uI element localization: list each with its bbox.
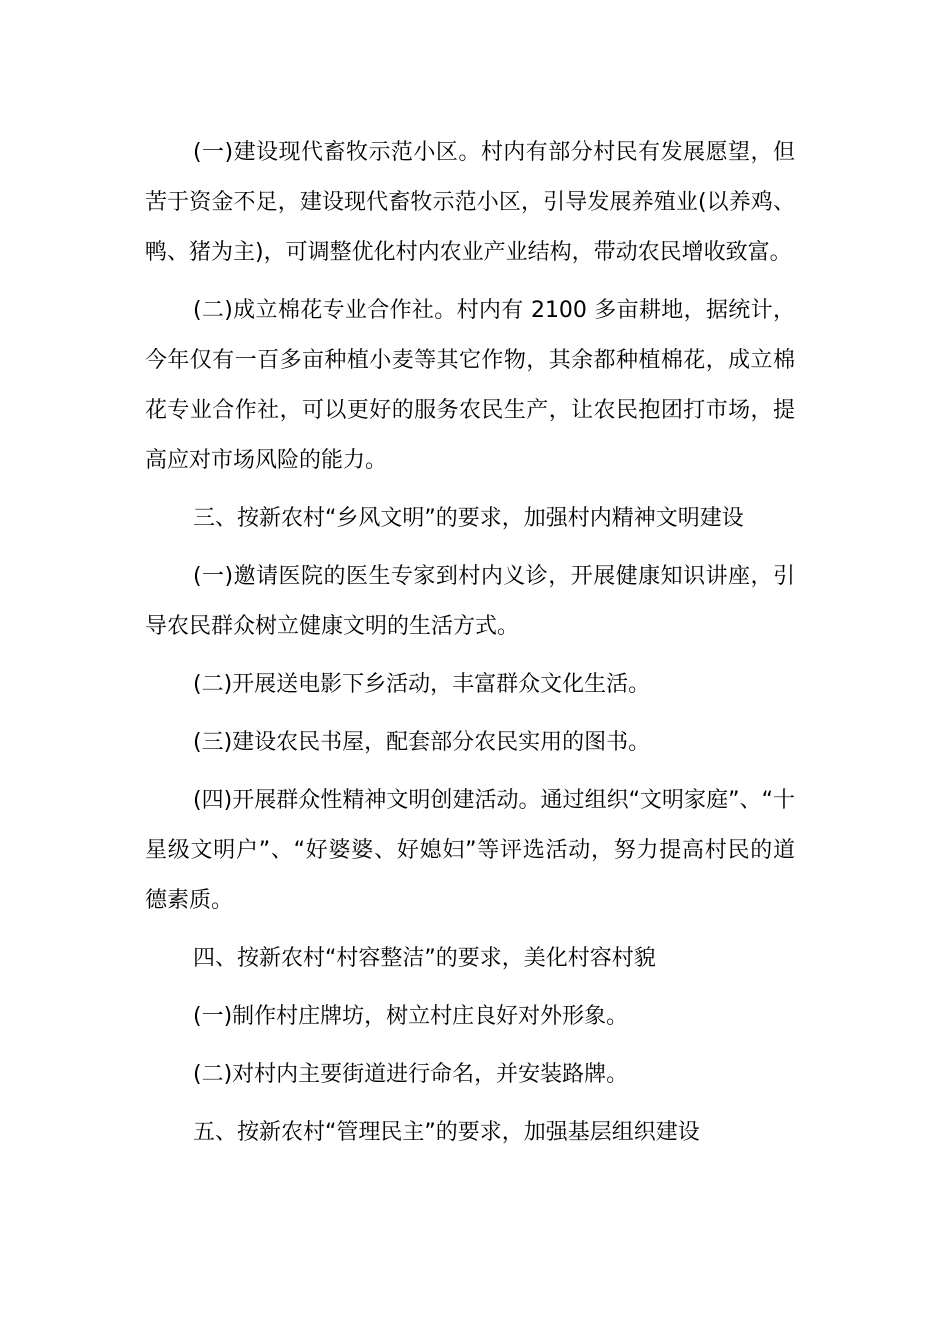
section-heading-civilization: 三、按新农村“乡风文明”的要求，加强村内精神文明建设 [193, 506, 744, 531]
paragraph-cotton-cooperative: (二)成立棉花专业合作社。村内有 2100 多亩耕地，据统计，今年仅有一百多亩种植小麦等其它作物，其余都种植棉花，成立棉花专业合作社，可以更好的服务农民生产，让农民抱团打市场，提高应对市场风险的能力。 [145, 298, 795, 473]
section-heading-democratic-management: 五、按新农村“管理民主”的要求，加强基层组织建设 [193, 1120, 700, 1145]
paragraph-civilization-campaign: (四)开展群众性精神文明创建活动。通过组织“文明家庭”、“十星级文明户”、“好婆婆、好媳妇”等评选活动，努力提高村民的道德素质。 [145, 788, 795, 913]
section-heading-village-appearance: 四、按新农村“村容整洁”的要求，美化村容村貌 [193, 946, 656, 971]
paragraph-medical-clinic: (一)邀请医院的医生专家到村内义诊，开展健康知识讲座，引导农民群众树立健康文明的生活方式。 [145, 564, 795, 639]
paragraph-street-naming: (二)对村内主要街道进行命名，并安装路牌。 [193, 1062, 629, 1087]
paragraph-village-archway: (一)制作村庄牌坊，树立村庄良好对外形象。 [193, 1004, 629, 1029]
paragraph-livestock-zone: (一)建设现代畜牧示范小区。村内有部分村民有发展愿望，但苦于资金不足，建设现代畜牧示范小区，引导发展养殖业(以养鸡、鸭、猪为主)，可调整优化村内农业产业结构，带动农民增收致富。 [145, 140, 795, 265]
document-body [145, 128, 795, 1166]
paragraph-farmer-library: (三)建设农民书屋，配套部分农民实用的图书。 [193, 730, 651, 755]
paragraph-film-screening: (二)开展送电影下乡活动，丰富群众文化生活。 [193, 672, 651, 697]
